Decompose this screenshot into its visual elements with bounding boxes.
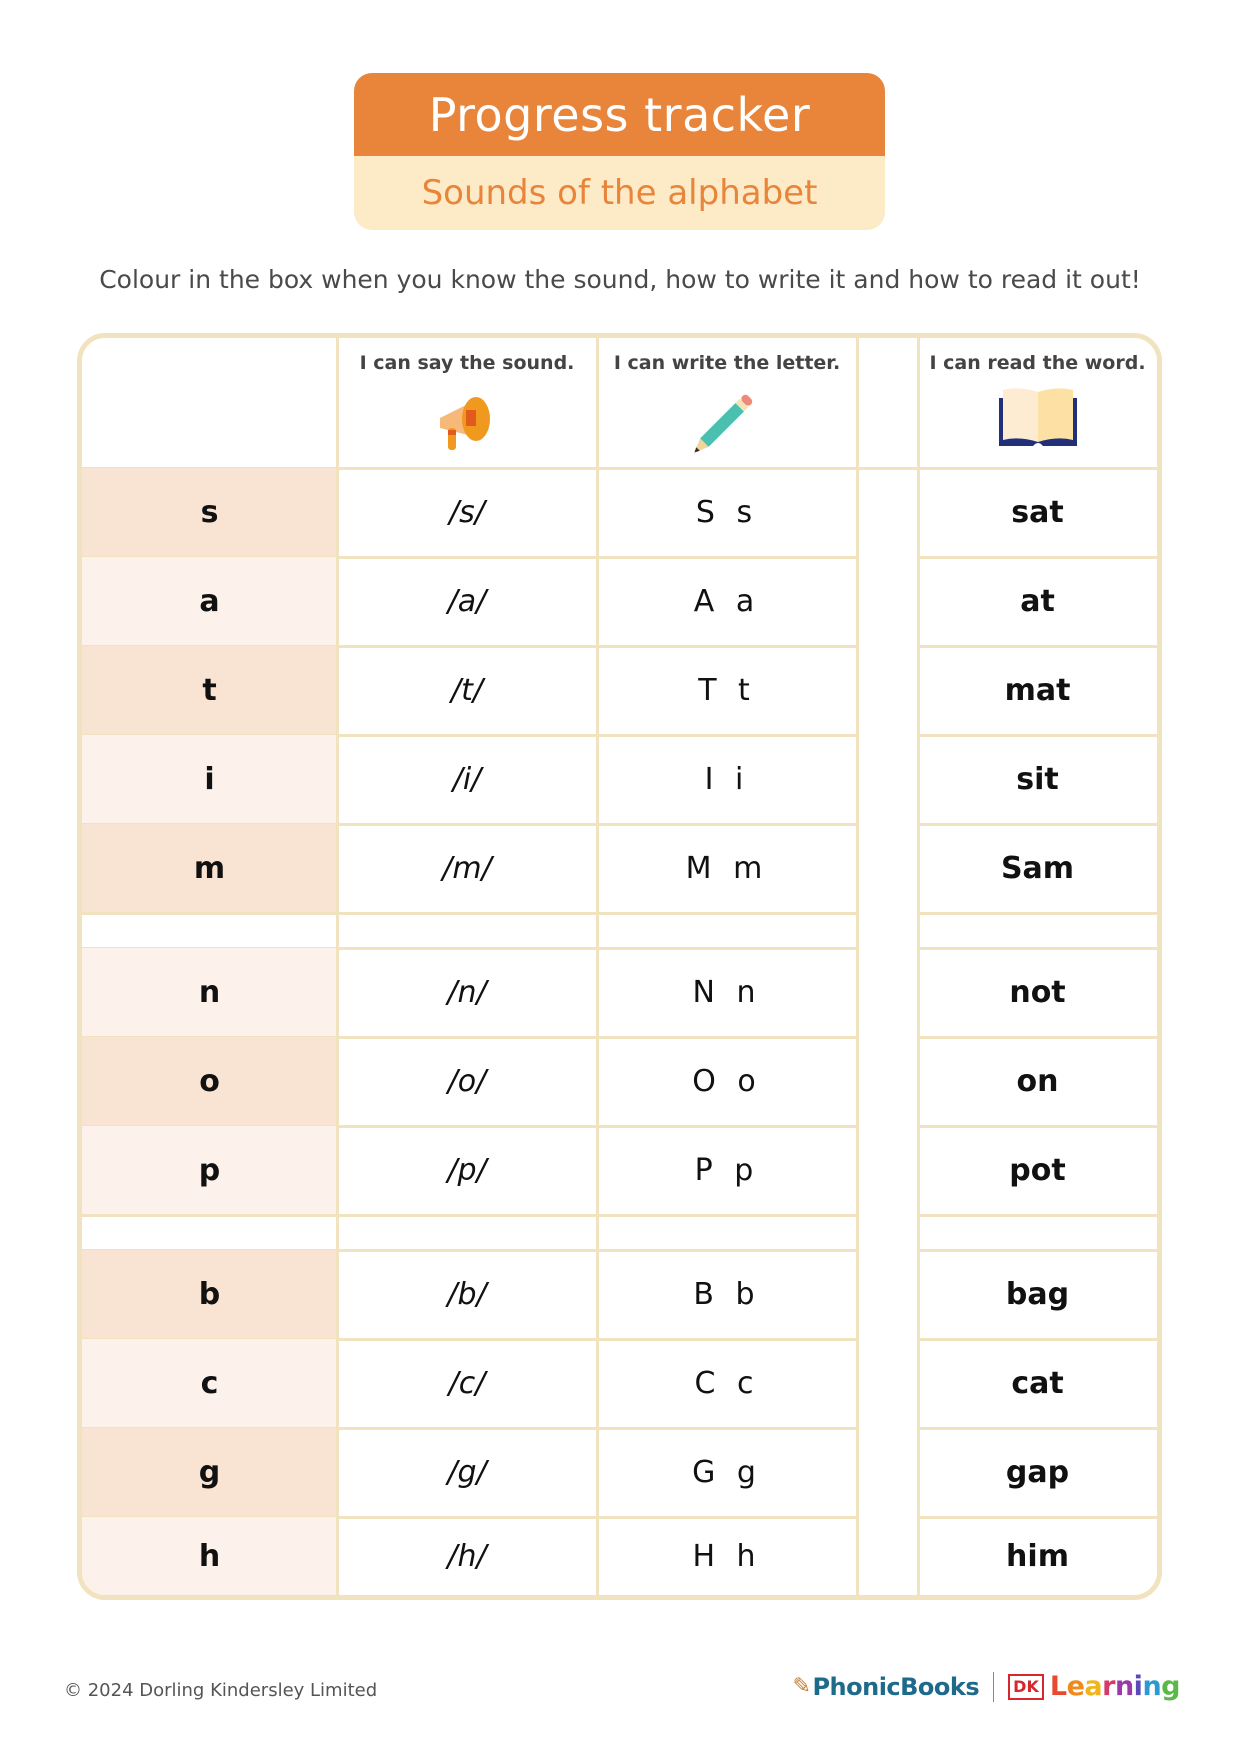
group-divider xyxy=(82,912,857,915)
word-text: him xyxy=(1006,1538,1069,1574)
table-row xyxy=(82,646,1157,735)
letter-cell xyxy=(82,646,337,735)
table-row xyxy=(82,1037,1157,1126)
letter-text: g xyxy=(198,1455,221,1490)
write-letter-box[interactable] xyxy=(597,557,857,646)
say-sound-box[interactable] xyxy=(337,1037,597,1126)
say-sound-box[interactable] xyxy=(337,735,597,824)
letter-cell xyxy=(82,1339,337,1428)
write-letter-box[interactable] xyxy=(597,1037,857,1126)
say-sound-box[interactable] xyxy=(337,557,597,646)
say-sound-box[interactable] xyxy=(337,646,597,735)
write-letter-text: G g xyxy=(692,1455,762,1490)
footer-logos xyxy=(793,1671,1181,1702)
write-letter-text: A a xyxy=(693,584,761,619)
read-word-box[interactable] xyxy=(918,1428,1157,1517)
read-word-box[interactable] xyxy=(918,824,1157,913)
letter-text: i xyxy=(204,762,215,797)
letter-text: n xyxy=(198,975,221,1010)
group-divider xyxy=(918,1214,1157,1217)
group-divider xyxy=(82,1214,857,1217)
table-row xyxy=(82,557,1157,646)
write-letter-text: M m xyxy=(685,851,769,886)
progress-table xyxy=(77,333,1162,1600)
word-text: on xyxy=(1016,1064,1059,1099)
write-letter-box[interactable] xyxy=(597,824,857,913)
sound-text: /p/ xyxy=(447,1153,487,1188)
letter-cell xyxy=(82,1037,337,1126)
letter-text: m xyxy=(193,851,226,886)
table-row xyxy=(82,1428,1157,1517)
write-letter-text: N n xyxy=(692,975,762,1010)
table-row xyxy=(82,1517,1157,1595)
megaphone-icon xyxy=(432,384,502,458)
letter-cell xyxy=(82,1517,337,1595)
page-title: Progress tracker xyxy=(354,73,885,156)
word-text: bag xyxy=(1005,1277,1070,1312)
read-word-box[interactable] xyxy=(918,1037,1157,1126)
write-letter-box[interactable] xyxy=(597,646,857,735)
phonicbooks-mascot-icon: ✎ xyxy=(792,1674,811,1699)
write-letter-text: I i xyxy=(704,762,750,797)
table-row xyxy=(82,824,1157,913)
write-letter-text: P p xyxy=(694,1153,760,1188)
group-divider xyxy=(918,912,1157,915)
table-row xyxy=(82,1126,1157,1215)
page-subtitle: Sounds of the alphabet xyxy=(421,173,818,213)
write-letter-box[interactable] xyxy=(597,1517,857,1595)
word-text: at xyxy=(1020,584,1055,619)
word-text: sat xyxy=(1011,495,1064,530)
write-letter-box[interactable] xyxy=(597,1339,857,1428)
logo-divider xyxy=(993,1672,994,1702)
table-row xyxy=(82,1339,1157,1428)
sound-text: /c/ xyxy=(448,1366,486,1401)
word-text: sit xyxy=(1016,762,1059,797)
write-letter-text: O o xyxy=(692,1064,762,1099)
table-row xyxy=(82,468,1157,557)
table-row xyxy=(82,735,1157,824)
letter-text: t xyxy=(202,673,217,708)
letter-text: p xyxy=(198,1153,221,1188)
say-sound-box[interactable] xyxy=(337,824,597,913)
letter-text: h xyxy=(198,1538,221,1574)
word-text: not xyxy=(1009,975,1066,1010)
letter-cell xyxy=(82,824,337,913)
read-word-box[interactable] xyxy=(918,557,1157,646)
letter-cell xyxy=(82,1428,337,1517)
sound-text: /b/ xyxy=(447,1277,487,1312)
read-word-box[interactable] xyxy=(918,468,1157,557)
letter-cell xyxy=(82,1126,337,1215)
letter-cell xyxy=(82,557,337,646)
header-write-label: I can write the letter. xyxy=(613,352,841,374)
word-text: cat xyxy=(1011,1366,1064,1401)
read-word-box[interactable] xyxy=(918,1517,1157,1595)
dk-logo-box: DK xyxy=(1008,1674,1044,1700)
write-letter-box[interactable] xyxy=(597,1428,857,1517)
instruction-text: Colour in the box when you know the sound, how to write it and how to read it out! xyxy=(99,265,1141,294)
copyright-text: © 2024 Dorling Kindersley Limited xyxy=(64,1680,378,1701)
table-row xyxy=(82,1250,1157,1339)
header-read-label: I can read the word. xyxy=(929,352,1146,374)
header-write-letter xyxy=(597,338,857,468)
say-sound-box[interactable] xyxy=(337,948,597,1037)
letter-text: c xyxy=(200,1366,219,1401)
say-sound-box[interactable] xyxy=(337,1428,597,1517)
sound-text: /m/ xyxy=(442,851,492,886)
phonicbooks-logo-text: PhonicBooks xyxy=(812,1672,980,1701)
say-sound-box[interactable] xyxy=(337,1339,597,1428)
sound-text: /a/ xyxy=(447,584,487,619)
letter-cell xyxy=(82,1250,337,1339)
word-text: gap xyxy=(1005,1455,1070,1490)
phonicbooks-logo xyxy=(793,1673,980,1701)
letter-cell xyxy=(82,735,337,824)
letter-text: a xyxy=(199,584,220,619)
sound-text: /g/ xyxy=(447,1455,487,1490)
say-sound-box[interactable] xyxy=(337,1126,597,1215)
header-blank-cell xyxy=(82,338,337,468)
read-word-box[interactable] xyxy=(918,1250,1157,1339)
table-row xyxy=(82,948,1157,1037)
sound-text: /h/ xyxy=(447,1538,487,1574)
say-sound-box[interactable] xyxy=(337,1250,597,1339)
say-sound-box[interactable] xyxy=(337,468,597,557)
read-word-box[interactable] xyxy=(918,646,1157,735)
write-letter-box[interactable] xyxy=(597,468,857,557)
column-divider xyxy=(917,338,920,1595)
letter-cell xyxy=(82,468,337,557)
letter-cell xyxy=(82,948,337,1037)
book-icon xyxy=(997,384,1079,454)
write-letter-text: C c xyxy=(694,1366,760,1401)
write-letter-box[interactable] xyxy=(597,948,857,1037)
say-sound-box[interactable] xyxy=(337,1517,597,1595)
read-word-box[interactable] xyxy=(918,1339,1157,1428)
dk-learning-text: Learning xyxy=(1049,1671,1180,1702)
column-divider xyxy=(856,338,859,1595)
word-text: mat xyxy=(1004,673,1071,708)
sound-text: /n/ xyxy=(447,975,487,1010)
column-divider xyxy=(596,338,599,1595)
sound-text: /t/ xyxy=(451,673,483,708)
word-text: pot xyxy=(1009,1153,1066,1188)
write-letter-box[interactable] xyxy=(597,735,857,824)
read-word-box[interactable] xyxy=(918,735,1157,824)
write-letter-text: H h xyxy=(692,1538,762,1574)
write-letter-box[interactable] xyxy=(597,1126,857,1215)
write-letter-text: S s xyxy=(695,495,759,530)
dk-learning-logo xyxy=(1008,1671,1180,1702)
header-say-label: I can say the sound. xyxy=(359,352,575,374)
header-say-sound xyxy=(337,338,597,468)
sound-text: /o/ xyxy=(447,1064,487,1099)
pencil-icon xyxy=(687,384,767,460)
read-word-box[interactable] xyxy=(918,1126,1157,1215)
letter-text: b xyxy=(198,1277,221,1312)
word-text: Sam xyxy=(1000,851,1075,886)
header-read-word xyxy=(918,338,1157,468)
sound-text: /i/ xyxy=(452,762,482,797)
write-letter-text: T t xyxy=(698,673,756,708)
write-letter-text: B b xyxy=(693,1277,761,1312)
title-card xyxy=(354,73,885,230)
sound-text: /s/ xyxy=(449,495,485,530)
letter-text: s xyxy=(200,495,219,530)
letter-text: o xyxy=(199,1064,220,1099)
write-letter-box[interactable] xyxy=(597,1250,857,1339)
read-word-box[interactable] xyxy=(918,948,1157,1037)
column-divider xyxy=(336,338,339,1595)
